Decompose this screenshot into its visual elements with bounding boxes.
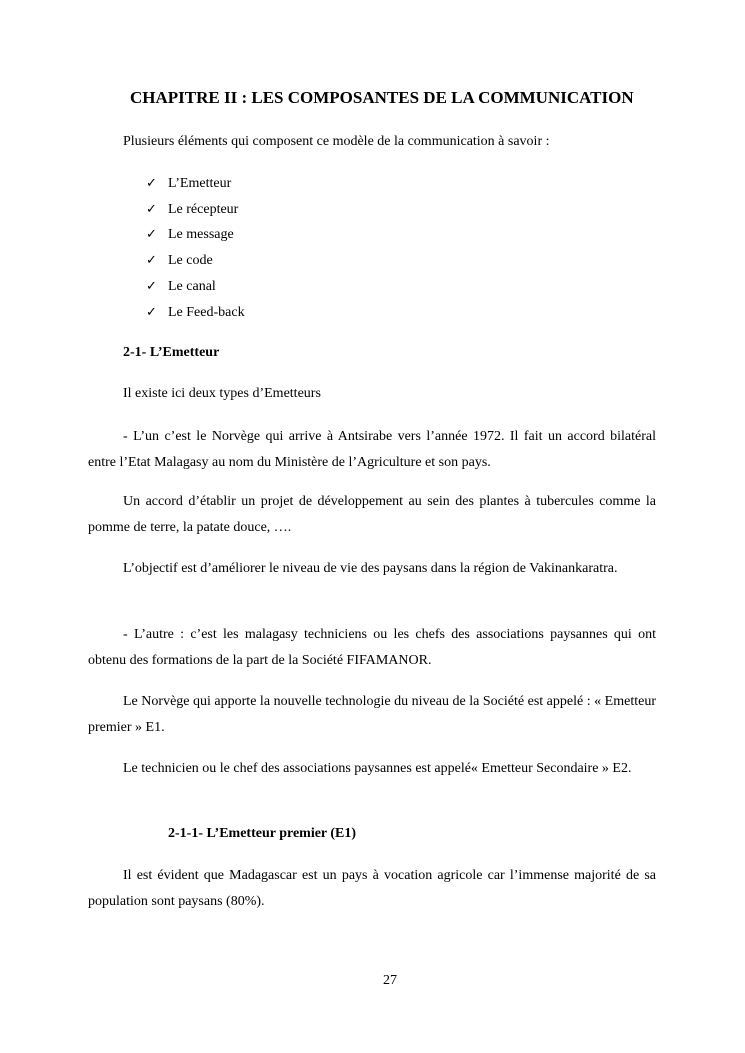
- paragraph: - L’un c’est le Norvège qui arrive à Antsirabe vers l’année 1972. Il fait un accord bilatéral entre l’Etat Malagasy au nom du Ministère de l’Agriculture et son pays.: [88, 429, 656, 470]
- list-item-label: Le récepteur: [168, 201, 239, 217]
- paragraph: Un accord d’établir un projet de développement au sein des plantes à tubercules comme la pomme de terre, la patate douce, ….: [88, 494, 656, 535]
- list-item: [146, 300, 245, 326]
- page-number: 27: [383, 973, 397, 988]
- list-item: [146, 248, 245, 274]
- paragraph: Il est évident que Madagascar est un pays à vocation agricole car l’immense majorité de sa population sont paysans (80%).: [88, 868, 656, 909]
- paragraph: L’objectif est d’améliorer le niveau de vie des paysans dans la région de Vakinankaratra.: [123, 561, 618, 576]
- check-icon: ✓: [146, 176, 157, 191]
- list-item: [146, 197, 245, 223]
- paragraph: Il existe ici deux types d’Emetteurs: [123, 386, 321, 401]
- paragraph: Le technicien ou le chef des associations paysannes est appelé« Emetteur Secondaire » E2.: [123, 761, 632, 776]
- list-item-label: Le code: [168, 253, 213, 269]
- check-icon: ✓: [146, 278, 157, 294]
- intro-paragraph: Plusieurs éléments qui composent ce modèle de la communication à savoir :: [123, 134, 550, 149]
- list-item-label: Le message: [168, 227, 234, 243]
- list-item-label: Le Feed-back: [168, 304, 245, 320]
- list-item-label: Le canal: [168, 278, 216, 294]
- list-item: [146, 171, 245, 197]
- paragraph: - L’autre : c’est les malagasy techniciens ou les chefs des associations paysannes qui ont obtenu des formations de la part de la Société FIFAMANOR.: [88, 627, 656, 668]
- check-icon: ✓: [146, 304, 157, 320]
- check-icon: ✓: [146, 201, 157, 217]
- check-icon: ✓: [146, 253, 157, 269]
- section-heading-emetteur: 2-1- L’Emetteur: [123, 345, 220, 360]
- paragraph: Le Norvège qui apporte la nouvelle technologie du niveau de la Société est appelé : « Emetteur premier » E1.: [88, 694, 656, 735]
- check-icon: ✓: [146, 227, 157, 243]
- chapter-title: CHAPITRE II : LES COMPOSANTES DE LA COMMUNICATION: [130, 88, 634, 107]
- list-item: [146, 274, 245, 300]
- list-item-label: L’Emetteur: [168, 176, 232, 191]
- components-list: [146, 171, 245, 325]
- subsection-heading-emetteur-premier: 2-1-1- L’Emetteur premier (E1): [168, 826, 357, 841]
- list-item: [146, 222, 245, 248]
